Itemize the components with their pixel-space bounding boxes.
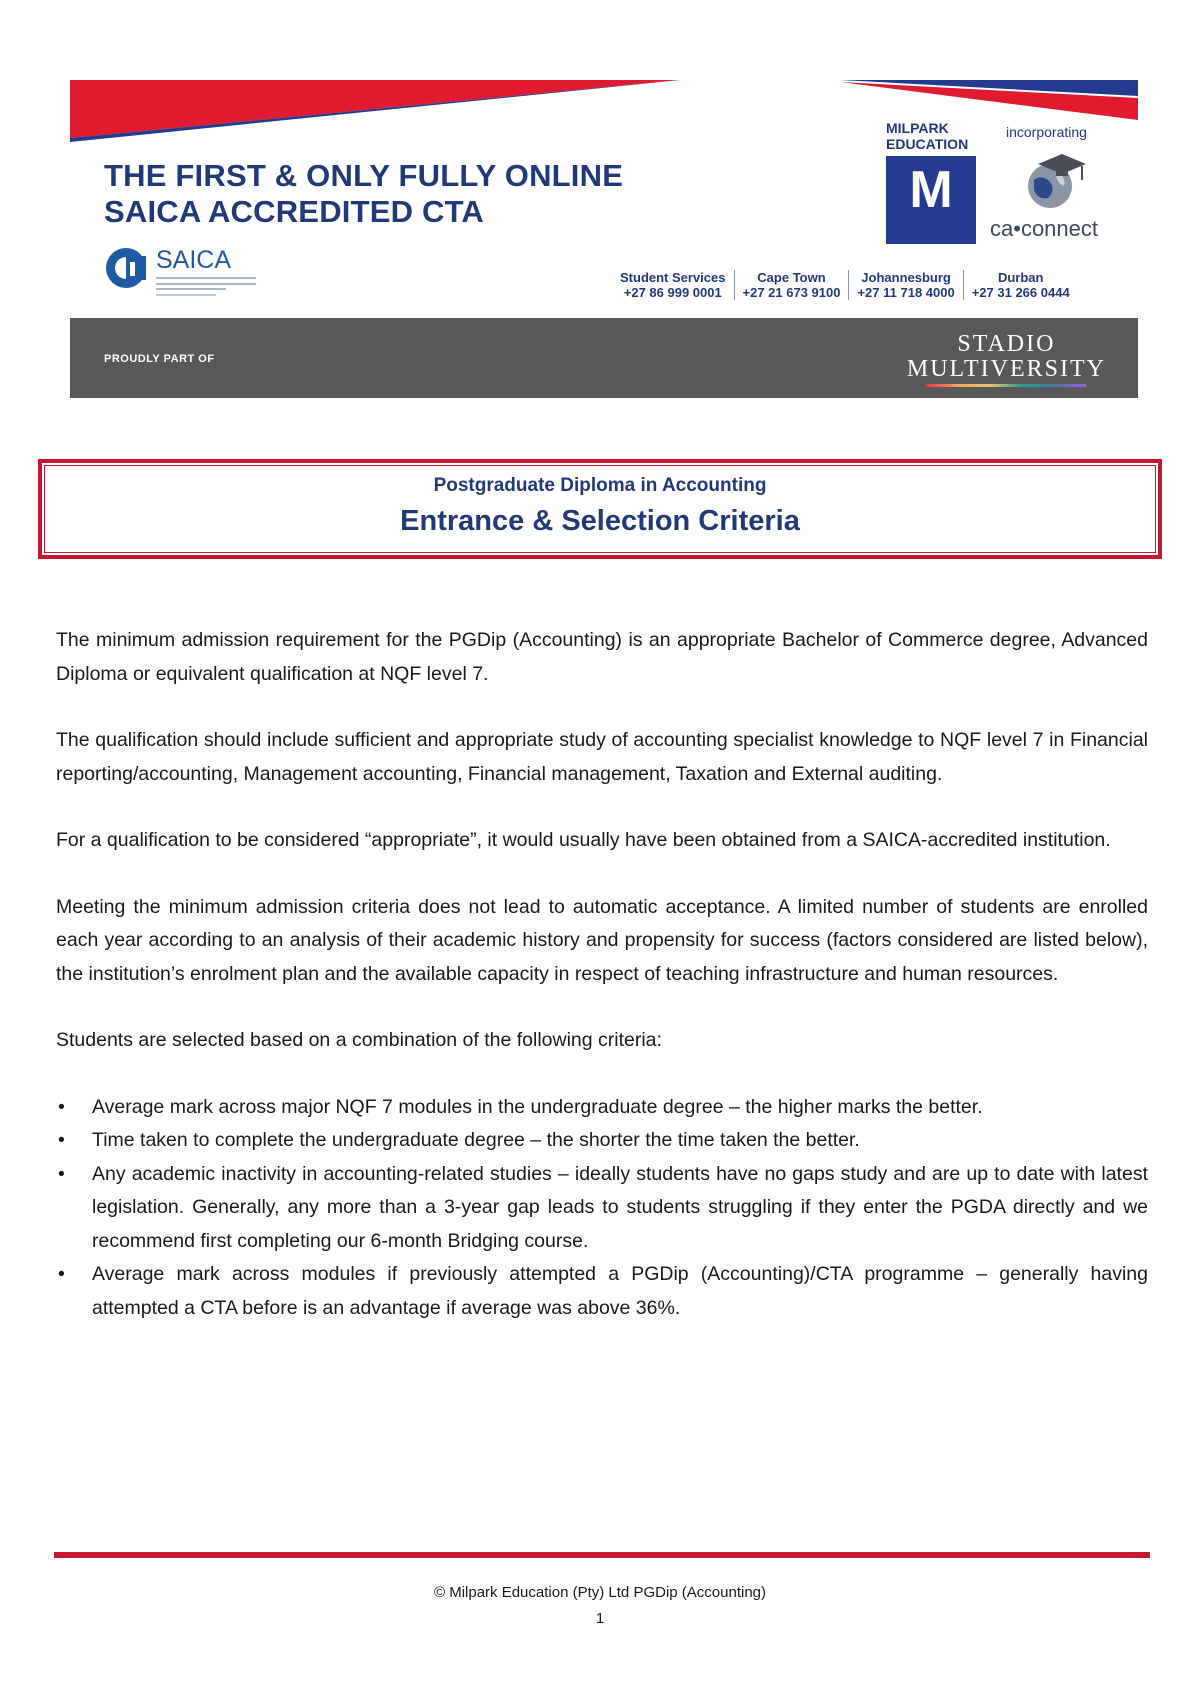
footer-divider	[54, 1552, 1150, 1558]
paragraph: The minimum admission requirement for the PGDip (Accounting) is an appropriate Bachelor of Commerce degree, Advanced Diploma or equivalent qualification at NQF level 7.	[56, 629, 1148, 685]
graduation-globe-icon	[1020, 146, 1090, 216]
paragraph: The qualification should include sufficient and appropriate study of accounting specialist knowledge to NQF level 7 in Financial reporting/accounting, Management accounting, Financial management, Taxation and External auditing.	[56, 729, 1148, 785]
list-item-text: Any academic inactivity in accounting-related studies – ideally students have no gaps study and are up to date with latest legislation. Generally, any more than a 3-year gap leads to students struggling if they enter the PGDA directly and we recommend first completing our 6-month Bridging course.	[92, 1162, 1148, 1252]
saica-tagline-line	[156, 294, 216, 296]
saica-tagline-lines	[156, 277, 256, 285]
contact-johannesburg	[848, 270, 962, 300]
contact-cape-town	[734, 270, 849, 300]
list-item-text: Average mark across modules if previously attempted a PGDip (Accounting)/CTA programme – generally having attempted a CTA before is an advantage if average was above 36%.	[92, 1263, 1148, 1319]
contact-city: Johannesburg	[861, 270, 951, 285]
contact-phone: +27 21 673 9100	[742, 285, 841, 300]
footer-copyright: © Milpark Education (Pty) Ltd PGDip (Accounting)	[433, 1584, 766, 1601]
contact-list	[612, 270, 1078, 300]
stadio-rainbow-rule	[926, 384, 1086, 387]
paragraph: Meeting the minimum admission criteria does not lead to automatic acceptance. A limited number of students are enrolled each year according to an analysis of their academic history and propensity for success (factors considered are listed below), the institution’s enrolment plan and the available capacity in respect of teaching infrastructure and human resources.	[56, 895, 1148, 985]
milpark-logo	[886, 156, 976, 244]
milpark-label	[886, 120, 976, 152]
milpark-label-line-1: MILPARK	[886, 120, 949, 136]
list-item	[58, 1258, 1148, 1325]
list-item	[58, 1158, 1148, 1259]
document-body	[56, 624, 1148, 1325]
proudly-part-of-label: PROUDLY PART OF	[104, 353, 215, 365]
header-banner	[70, 80, 1138, 398]
contact-city: Cape Town	[757, 270, 826, 285]
list-item	[58, 1091, 1148, 1125]
headline-line-2: SAICA ACCREDITED CTA	[104, 194, 485, 229]
incorporating-label: incorporating	[1006, 124, 1087, 140]
stadio-logo-line-2: MULTIVERSITY	[906, 356, 1106, 382]
title-box	[38, 459, 1162, 559]
list-item-text: Average mark across major NQF 7 modules in the undergraduate degree – the higher marks the better.	[92, 1095, 983, 1118]
contact-city: Durban	[997, 270, 1044, 285]
contact-student-services	[612, 270, 734, 300]
milpark-logo-letter: M	[909, 161, 953, 219]
bullet-icon: •	[58, 1263, 65, 1285]
list-item	[58, 1124, 1148, 1158]
contact-phone: +27 11 718 4000	[857, 285, 955, 300]
document-subtitle: Postgraduate Diploma in Accounting	[433, 475, 767, 496]
bullet-icon: •	[58, 1129, 65, 1151]
bullet-icon: •	[58, 1162, 65, 1185]
contact-durban	[963, 270, 1078, 300]
proudly-part-of-bar	[70, 318, 1138, 398]
criteria-list	[56, 1091, 1148, 1326]
contact-phone: +27 31 266 0444	[971, 285, 1070, 300]
list-item-text: Time taken to complete the undergraduate degree – the shorter the time taken the better.	[92, 1129, 860, 1151]
page-number: 1	[595, 1610, 605, 1627]
contact-city: Student Services	[620, 270, 726, 285]
milpark-label-line-2: EDUCATION	[886, 136, 969, 152]
paragraph: For a qualification to be considered “appropriate”, it would usually have been obtained from a SAICA-accredited institution.	[56, 829, 1111, 851]
contact-phone: +27 86 999 0001	[623, 285, 722, 300]
ca-connect-logo-text: ca•connect	[990, 216, 1098, 241]
paragraph: Students are selected based on a combination of the following criteria:	[56, 1029, 662, 1051]
stadio-logo-line-1: STADIO	[957, 331, 1056, 357]
bullet-icon: •	[58, 1095, 65, 1118]
banner-stripes	[70, 80, 1138, 170]
headline-line-1: THE FIRST & ONLY FULLY ONLINE	[104, 158, 624, 193]
stadio-multiversity-logo	[907, 332, 1106, 387]
document-title: Entrance & Selection Criteria	[400, 505, 800, 537]
saica-tagline-line	[156, 288, 226, 290]
saica-logo-text: SAICA	[156, 246, 232, 274]
banner-headline	[104, 158, 623, 230]
